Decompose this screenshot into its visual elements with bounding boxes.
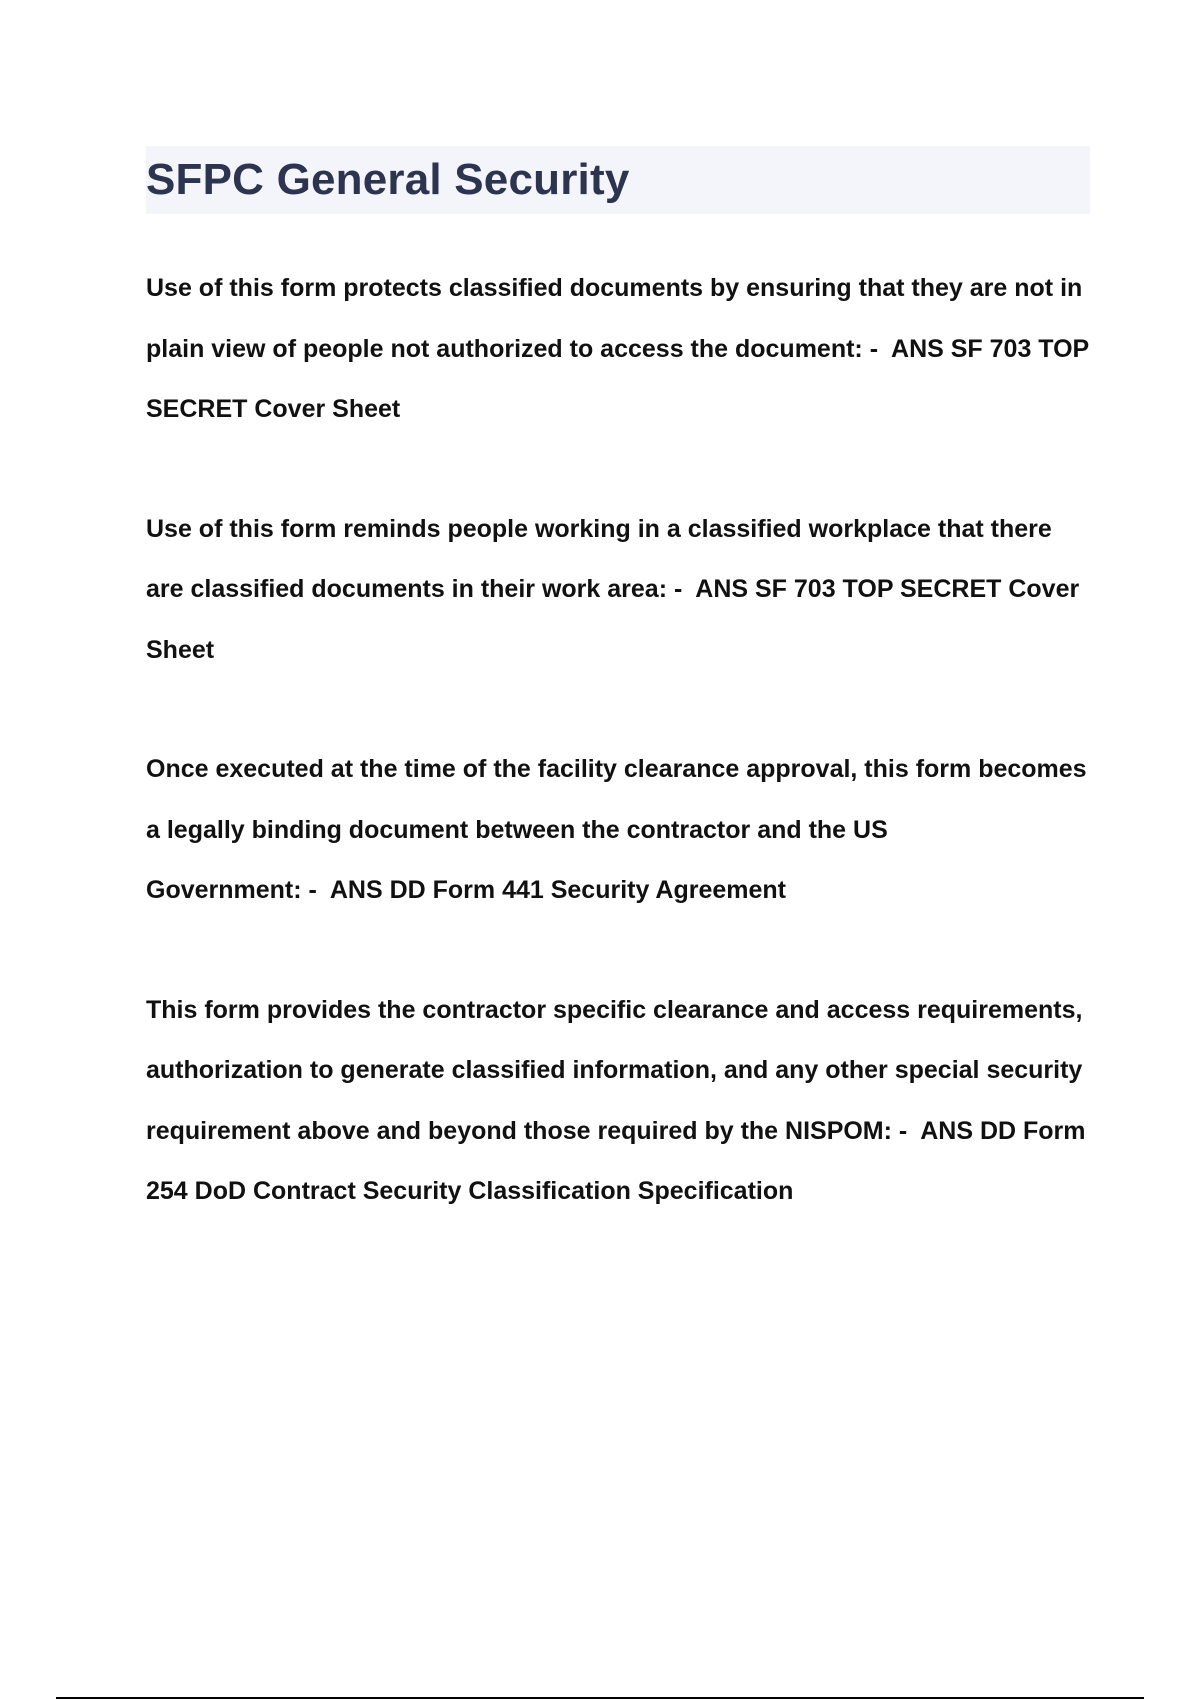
qa-item	[146, 739, 1096, 921]
title-band	[146, 146, 1090, 214]
qa-answer: ANS DD Form 441 Security Agreement	[329, 876, 786, 904]
qa-list	[146, 258, 1096, 1281]
qa-question: This form provides the contractor specific clearance and access requirements, authorization to generate classified information, and any other special security requirement above and beyond those required by the NISPOM:	[146, 995, 1090, 1145]
qa-item	[146, 258, 1096, 440]
qa-question: Use of this form protects classified documents by ensuring that they are not in plain view of people not authorized to access the document:	[146, 274, 1090, 363]
qa-question: Once executed at the time of the facility clearance approval, this form becomes a legally binding document between the contractor and the US Government:	[146, 755, 1094, 904]
qa-item	[146, 980, 1096, 1222]
footer-divider	[56, 1697, 1144, 1699]
qa-question: Use of this form reminds people working in a classified workplace that there are classified documents in their work area:	[146, 514, 1059, 603]
qa-answer: ANS SF 703 TOP SECRET Cover Sheet	[146, 575, 1087, 664]
document-title: SFPC General Security	[146, 155, 630, 204]
qa-answer: ANS SF 703 TOP SECRET Cover Sheet	[146, 334, 1096, 423]
qa-answer: ANS DD Form 254 DoD Contract Security Classification Specification	[146, 1116, 1093, 1205]
qa-separator: -	[301, 876, 330, 904]
qa-separator: -	[891, 1116, 921, 1145]
qa-separator: -	[667, 575, 696, 603]
qa-separator: -	[862, 334, 892, 363]
qa-item	[146, 499, 1096, 681]
